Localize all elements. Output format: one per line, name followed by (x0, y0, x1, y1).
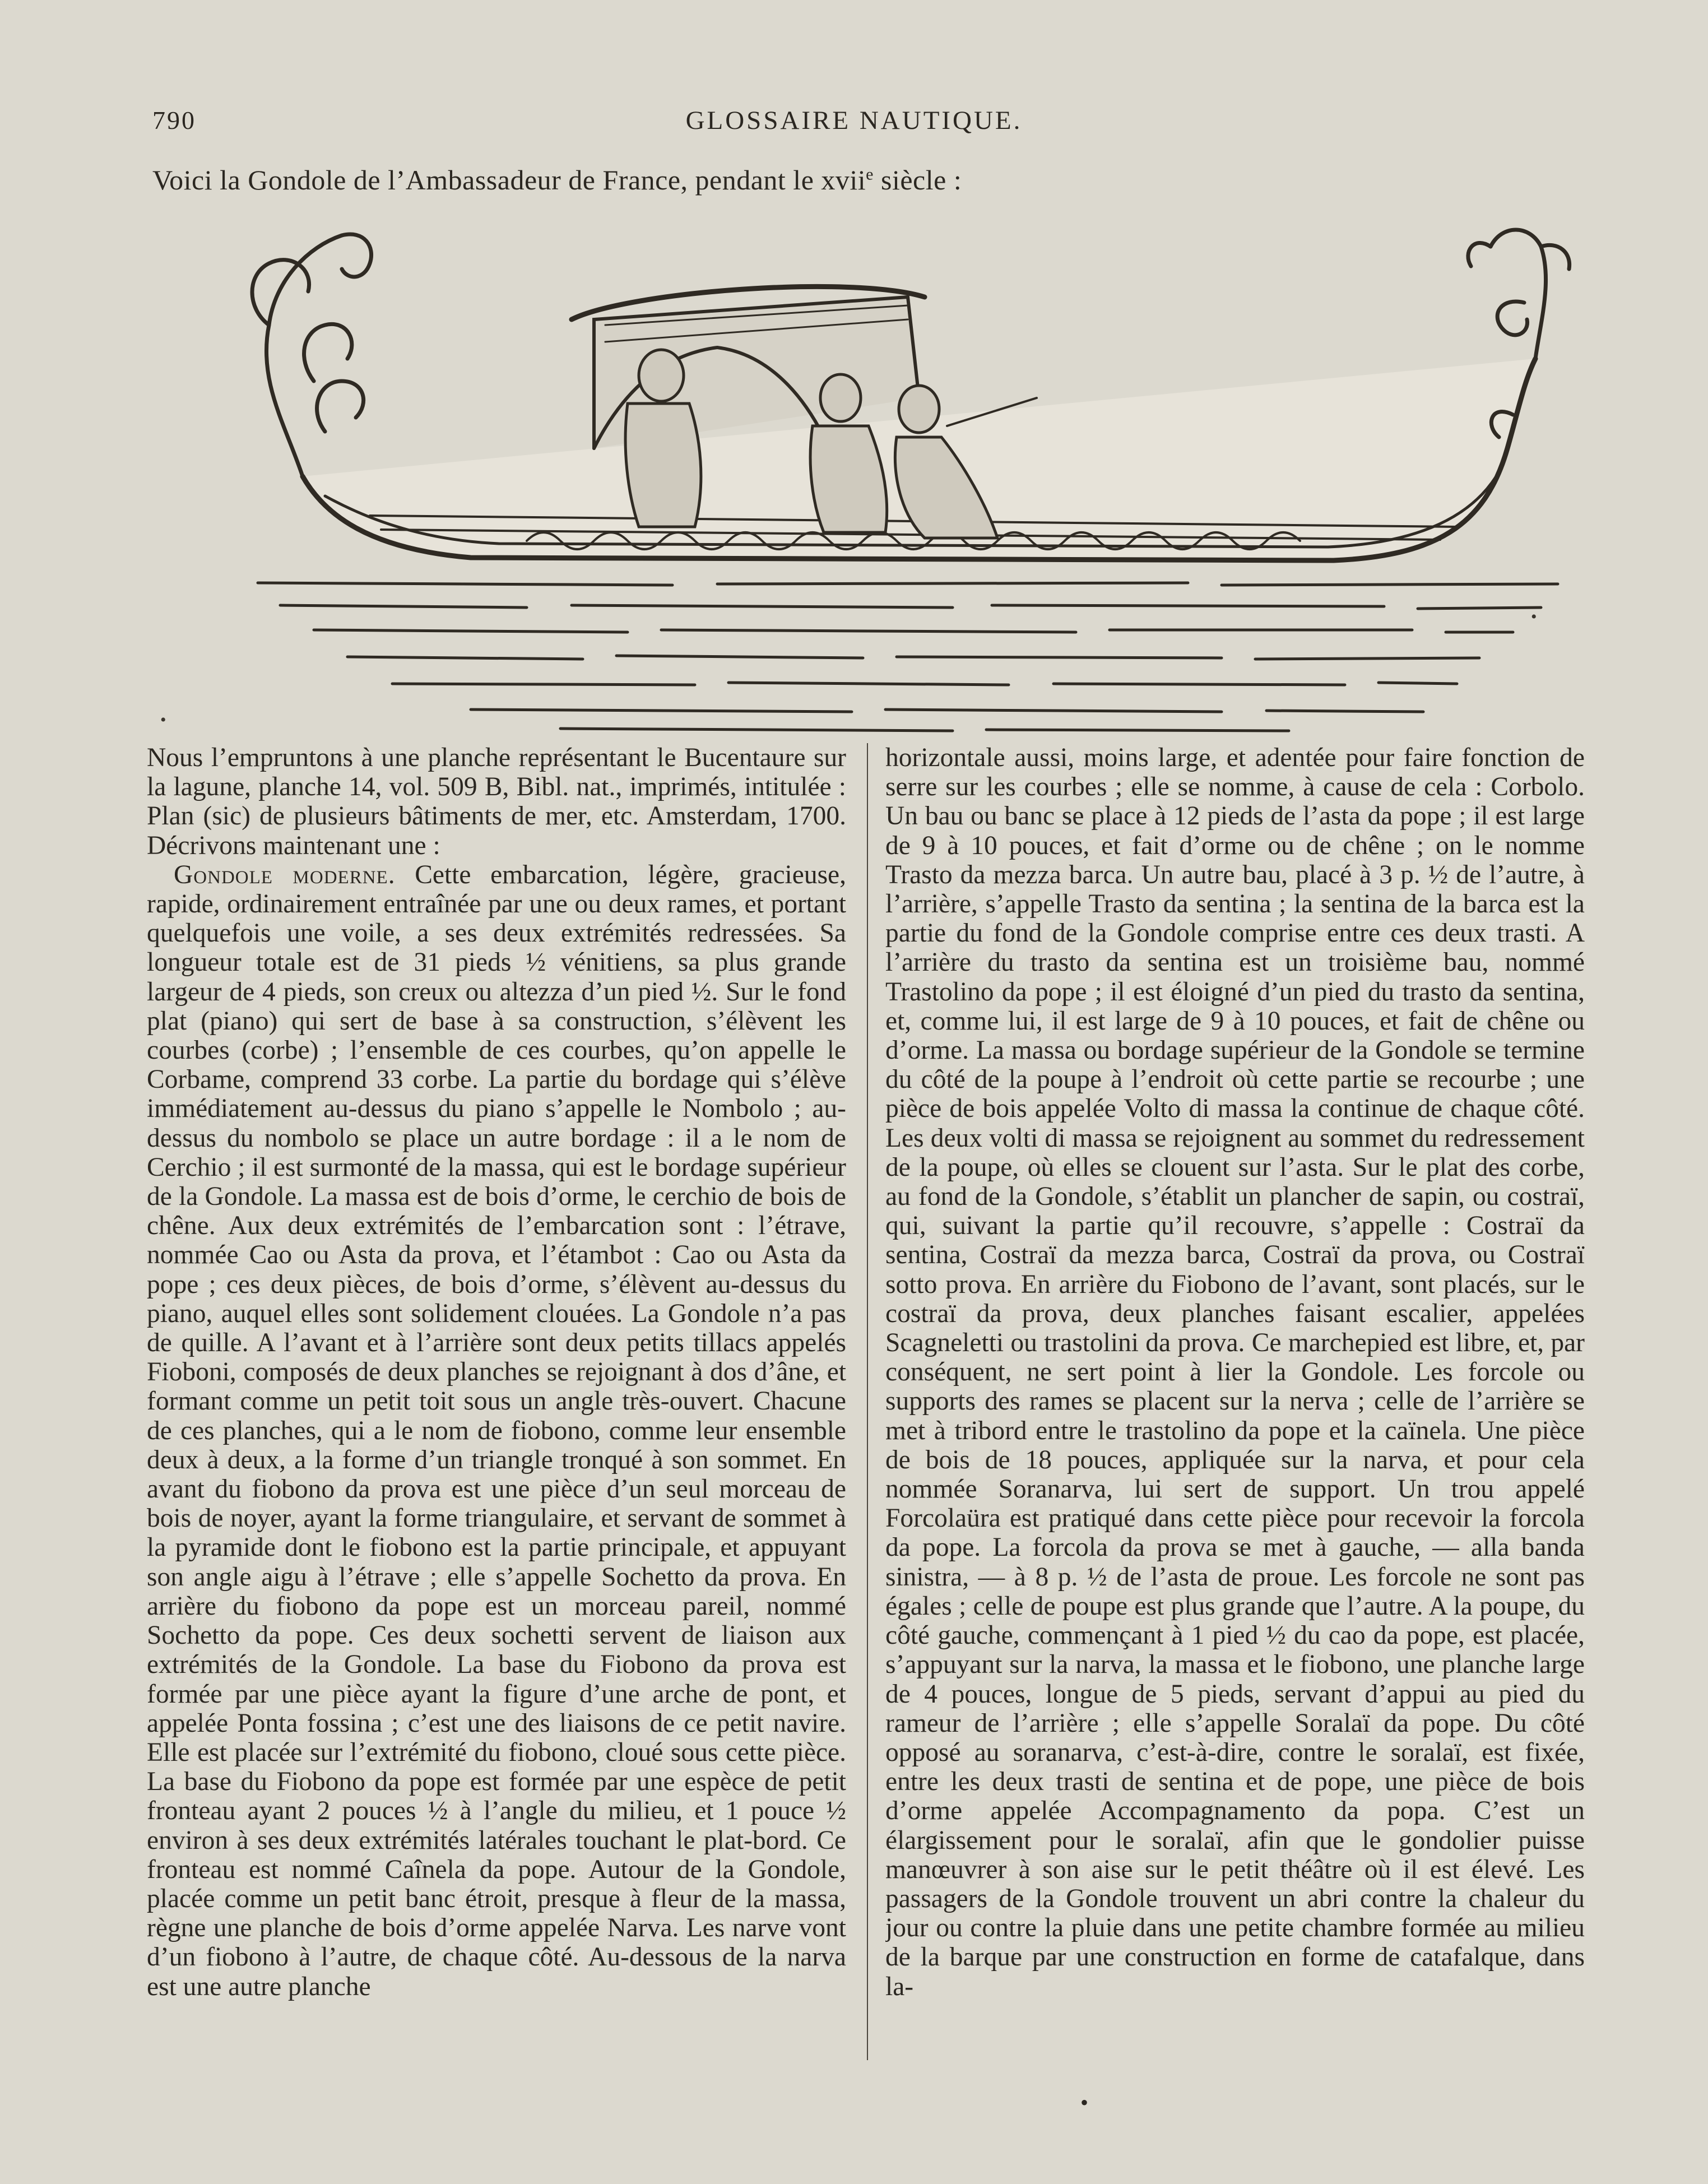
section-heading: Gondole moderne. (174, 860, 396, 889)
paragraph (147, 860, 846, 2001)
page-number: 790 (152, 106, 196, 135)
century-superscript: e (866, 165, 874, 184)
paragraph: horizontale aussi, moins large, et adentée pour faire fonction de serre sur les courbes ; elle se nomme, à cause de cela : Corbolo. Un bau ou banc se place à 12 pieds de l’asta da pope ; il est large de 9 à 10 pouces, et fait d’orme ou de chêne ; on le nomme Trasto da mezza barca. Un autre bau, placé à 3 p. ½ de l’autre, à l’arrière, s’appelle Trasto da sentina ; la sentina de la barca est la partie du fond de la Gondole comprise entre ces deux trasti. A l’arrière du trasto da sentina est un troisième bau, nommé Trastolino da pope ; il est éloigné d’un pied du trasto da sentina, et, comme lui, il est large de 9 à 10 pouces, et fait de chêne ou d’orme. La massa ou bordage supérieur de la Gondole se termine du côté de la poupe à l’endroit où cette partie se recourbe ; une pièce de bois appelée Volto di massa la continue de chaque côté. Les deux volti di massa se rejoignent au sommet du redressement de la poupe, où elles se clouent sur l’asta. Sur le plat des corbe, au fond de la Gondole, s’établit un plancher de sapin, ou costraï, qui, suivant la partie qu’il recouvre, s’appelle : Costraï da sentina, Costraï da mezza barca, Costraï da prova, ou Costraï sotto prova. En arrière du Fiobono de l’avant, sont placés, sur le costraï da prova, deux planches faisant escalier, appelées Scagneletti ou trastolini da prova. Ce marchepied est libre, et, par conséquent, ne sert point à lier la Gondole. Les forcole ou supports des rames se placent sur la nerva ; celle de l’arrière se met à tribord entre le trastolino da pope et la caïnela. Une pièce de bois de 18 pouces, appliquée sur la narva, et pour cela nommée Soranarva, lui sert de support. Un trou appelé Forcolaüra est pratiqué dans cette pièce pour recevoir la forcola da pope. La forcola da prova se met à gauche, — alla banda sinistra, — à 8 p. ½ de l’asta de proue. Les forcole ne sont pas égales ; celle de poupe est plus grande que l’autre. A la poupe, du côté gauche, commençant à 1 pied ½ du cao da pope, est placée, s’appuyant sur la narva, la massa et le fiobono, une planche large de 4 pouces, longue de 5 pieds, servant d’appui au pied du rameur de l’arrière ; elle s’appelle Soralaï da pope. Du côté opposé au soranarva, c’est-à-dire, contre le soralaï, est fixée, entre les deux trasti de sentina et de pope, une pièce de bois d’orme appelée Accompagnamento da popa. C’est un élargissement pour le soralaï, afin que le gondolier puisse manœuvrer à son aise sur le petit théâtre où il est élevé. Les passagers de la Gondole trouvent un abri contre la chaleur du jour ou contre la pluie dans une petite chambre formée au milieu de la barque par une construction en forme de catafalque, dans la- (885, 743, 1585, 2001)
column-divider (867, 743, 868, 2060)
water-lines (258, 583, 1558, 731)
ornament-dot-right: • (1531, 608, 1537, 626)
intro-text-end: siècle : (874, 164, 962, 196)
paragraph-body: Cette embarcation, légère, gracieuse, rapide, ordinairement entraînée par une ou deux rames, et portant quelquefois une voile, a ses deux extrémités redressées. Sa longueur totale est de 31 pieds ½ vénitiens, sa plus grande largeur de 4 pieds, son creux ou altezza d’un pied ½. Sur le fond plat (piano) qui sert de base à sa construction, s’élèvent les courbes (corbe) ; l’ensemble de ces courbes, qu’on appelle le Corbame, comprend 33 corbe. La partie du bordage qui s’élève immédiatement au-dessus du piano s’appelle le Nombolo ; au-dessus du nombolo se place un autre bordage : il a le nom de Cerchio ; il est surmonté de la massa, qui est le bordage supérieur de la Gondole. La massa est de bois d’orme, le cerchio de bois de chêne. Aux deux extrémités de l’embarcation sont : l’étrave, nommée Cao ou Asta da prova, et l’étambot : Cao ou Asta da pope ; ces deux pièces, de bois d’orme, s’élèvent au-dessus du piano, auquel elles sont solidement clouées. La Gondole n’a pas de quille. A l’avant et à l’arrière sont deux petits tillacs appelés Fioboni, composés de deux planches se rejoignant à dos d’âne, et formant comme un petit toit sous un angle très-ouvert. Chacune de ces planches, qui a le nom de fiobono, comme leur ensemble deux à deux, a la forme d’un triangle tronqué à son sommet. En avant du fiobono da prova est une pièce d’un seul morceau de bois de noyer, ayant la forme triangulaire, et servant de sommet à la pyramide dont le fiobono est la partie principale, et appuyant son angle aigu à l’étrave ; elle s’appelle Sochetto da prova. En arrière du fiobono da pope est un morceau pareil, nommé Sochetto da pope. Ces deux sochetti servent de liaison aux extrémités de la Gondole. La base du Fiobono da prova est formée par une pièce ayant la figure d’une arche de pont, et appelée Ponta fossina ; c’est une des liaisons de ce petit navire. Elle est placée sur l’extrémité du fiobono, cloué sous cette pièce. La base du Fiobono da pope est formée par une espèce de petit fronteau ayant 2 pouces ½ à l’angle du milieu, et 1 pouce ½ environ à ses deux extrémités latérales touchant le plat-bord. Ce fronteau est nommé Caînela da pope. Autour de la Gondole, placée comme un petit banc étroit, presque à fleur de la massa, règne une planche de bois d’orme appelée Narva. Les narve vont d’un fiobono à l’autre, de chaque côté. Au-dessous de la narva est une autre planche (147, 860, 846, 2001)
left-column (147, 743, 846, 2066)
intro-line (152, 164, 962, 196)
prow-scroll (252, 234, 372, 476)
paragraph: Nous l’empruntons à une planche représentant le Bucentaure sur la lagune, planche 14, vol. 509 B, Bibl. nat., imprimés, intitulée : Plan (sic) de plusieurs bâtiments de mer, etc. Amsterdam, 1700. Décrivons maintenant une : (147, 743, 846, 860)
running-title: GLOSSAIRE NAUTIQUE. (685, 106, 1023, 135)
gondola-engraving (235, 213, 1580, 740)
right-column (885, 743, 1585, 2066)
ornament-dot-left: • (160, 711, 166, 729)
ornament-dot-bottom: • (1080, 2090, 1089, 2115)
intro-text: Voici la Gondole de l’Ambassadeur de France, pendant le xvii (152, 164, 866, 196)
